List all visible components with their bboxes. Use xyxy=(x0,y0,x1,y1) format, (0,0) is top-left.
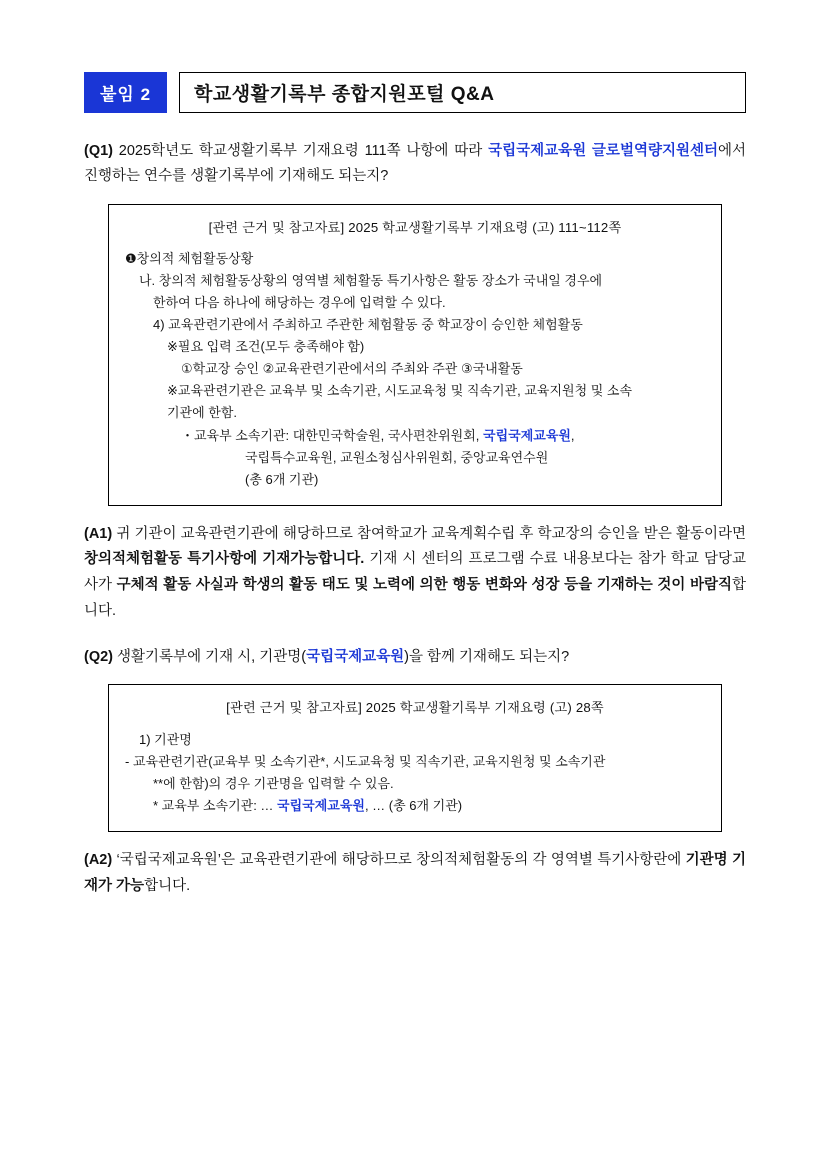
reference-line-1-4 xyxy=(125,314,705,335)
reference-line-text: ・교육부 소속기관: 대한민국학술원, 국사편찬위원회, xyxy=(181,427,484,443)
question-line-2 xyxy=(84,645,746,670)
reference-line-1-3 xyxy=(125,292,705,313)
reference-line-text: 4) 교육관련기관에서 주최하고 주관한 체험활동 중 학교장이 승인한 체험활동 xyxy=(153,317,583,333)
reference-line-2-4 xyxy=(125,795,705,816)
question-label-2: (Q2) xyxy=(84,648,113,665)
page-title: 학교생활기록부 종합지원포털 Q&A xyxy=(194,84,495,105)
reference-line-text: ※필요 입력 조건(모두 충족해야 함) xyxy=(167,339,365,355)
reference-title-1: [관련 근거 및 참고자료] 2025 학교생활기록부 기재요령 (고) 111~112쪽 xyxy=(208,219,622,235)
reference-line-text: - 교육관련기관(교육부 및 소속기관*, 시도교육청 및 직속기관, 교육지원청 및 소속기관 xyxy=(125,753,606,769)
reference-line-text: * 교육부 소속기관: … xyxy=(153,797,278,813)
reference-line-1-2 xyxy=(125,270,705,291)
reference-line-highlight: 국립국제교육원 xyxy=(277,797,365,813)
answer-1-part-1: 창의적체험활동 특기사항에 기재가능합니다. xyxy=(84,551,365,568)
question-2-part-0: 생활기록부에 기재 시, 기관명( xyxy=(113,648,307,665)
answer-2-part-0: ‘국립국제교육원’은 교육관련기관에 해당하므로 창의적체험활동의 각 영역별 특기사항란에 xyxy=(112,851,686,868)
question-1-part-1: 국립국제교육원 글로벌역량지원센터 xyxy=(488,143,718,159)
answer-line-2 xyxy=(84,848,746,900)
reference-title-2: [관련 근거 및 참고자료] 2025 학교생활기록부 기재요령 (고) 28쪽 xyxy=(226,700,604,716)
reference-box-2 xyxy=(108,684,722,832)
question-line-1 xyxy=(84,139,746,190)
reference-line-text: 기관에 한함. xyxy=(167,405,238,421)
answer-2-part-2: 합니다. xyxy=(144,877,191,894)
reference-line-text: 1) 기관명 xyxy=(139,731,192,747)
reference-line-1-10 xyxy=(125,447,705,468)
answer-1-part-3: 구체적 활동 사실과 학생의 활동 태도 및 노력에 의한 행동 변화와 성장 등을 기재하는 것이 바람직 xyxy=(116,577,732,594)
reference-line-1-5 xyxy=(125,336,705,357)
question-1-part-2: 에서 진행하는 연수를 생활기록부에 기재해도 되는지? xyxy=(84,143,747,185)
reference-line-text: 나. 창의적 체험활동상황의 영역별 체험활동 특기사항은 활동 장소가 국내일 경우에 xyxy=(139,273,603,289)
reference-line-1-7 xyxy=(125,380,705,401)
reference-line-2-2 xyxy=(125,751,705,772)
qa-block-1 xyxy=(84,139,746,625)
reference-line-text: **에 한함)의 경우 기관명을 입력할 수 있음. xyxy=(153,775,394,791)
answer-2-part-1: 기관명 기재가 가능 xyxy=(84,851,746,894)
attachment-badge: 붙임 2 xyxy=(84,72,167,113)
reference-line-text: ※교육관련기관은 교육부 및 소속기관, 시도교육청 및 직속기관, 교육지원청 및 소속 xyxy=(167,383,633,399)
answer-1-part-0: 귀 기관이 교육관련기관에 해당하므로 참여학교가 교육계획수립 후 학교장의 승인을 받은 활동이라면 xyxy=(112,525,746,542)
reference-line-1-6 xyxy=(125,358,705,379)
answer-1-part-4: 합니다. xyxy=(84,577,746,620)
reference-line-1-8 xyxy=(125,402,705,423)
reference-line-text: ①학교장 승인 ②교육관련기관에서의 주최와 주관 ③국내활동 xyxy=(181,361,523,377)
answer-1-part-2: 기재 시 센터의 프로그램 수료 내용보다는 참가 학교 담당교사가 xyxy=(84,551,746,594)
reference-line-highlight: 국립국제교육원 xyxy=(483,427,571,443)
question-2-part-2: )을 함께 기재해도 되는지? xyxy=(404,648,570,665)
reference-line-tail: , xyxy=(570,427,575,443)
qa-section-list xyxy=(84,139,746,899)
question-1-part-0: 2025학년도 학교생활기록부 기재요령 111쪽 나항에 따라 xyxy=(113,143,489,159)
qa-block-2 xyxy=(84,645,746,900)
answer-label-2: (A2) xyxy=(84,851,113,868)
reference-line-2-1 xyxy=(125,729,705,750)
reference-line-2-3 xyxy=(125,773,705,794)
question-2-part-1: 국립국제교육원 xyxy=(306,648,405,665)
answer-label-1: (A1) xyxy=(84,525,113,542)
reference-line-1-11 xyxy=(125,469,705,490)
reference-line-1-9 xyxy=(125,425,705,446)
answer-line-1 xyxy=(84,522,746,625)
reference-line-text: 국립특수교육원, 교원소청심사위원회, 중앙교육연수원 xyxy=(245,449,549,465)
document-title-box xyxy=(179,72,746,113)
reference-line-text: ❶창의적 체험활동상황 xyxy=(125,251,254,267)
reference-line-text: (총 6개 기관) xyxy=(245,471,319,487)
reference-line-tail: , … (총 6개 기관) xyxy=(364,797,463,813)
document-header xyxy=(84,72,746,113)
question-label-1: (Q1) xyxy=(84,143,113,159)
reference-box-1 xyxy=(108,204,722,506)
reference-line-1-1 xyxy=(125,248,705,269)
reference-line-text: 한하여 다음 하나에 해당하는 경우에 입력할 수 있다. xyxy=(153,295,446,311)
